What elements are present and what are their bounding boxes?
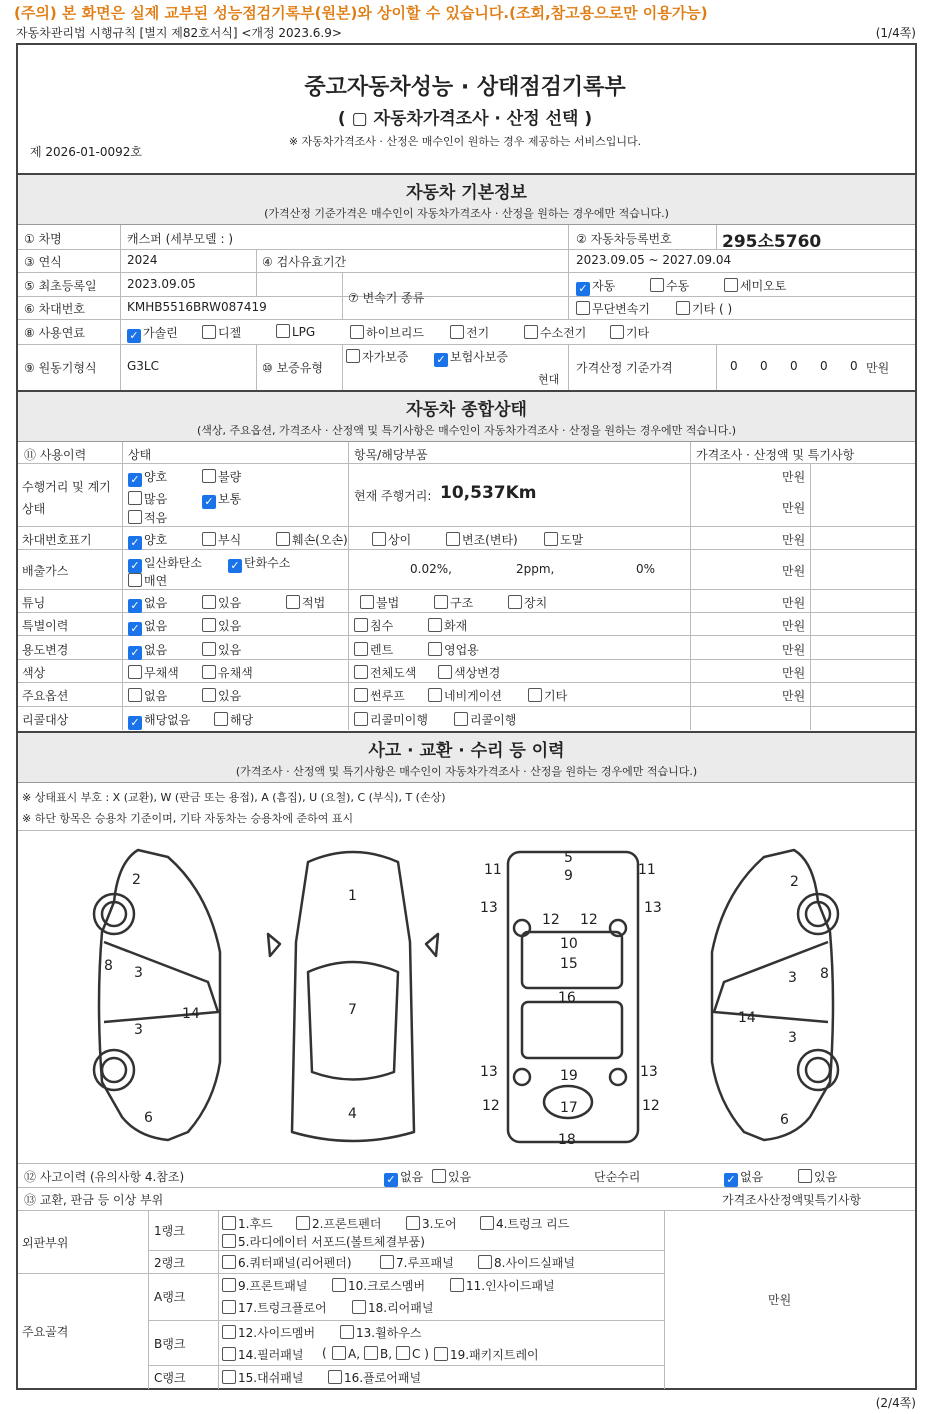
basic-info-header <box>18 173 915 225</box>
price-digit: 0 <box>850 359 858 373</box>
car-name-label: ① 차명 <box>24 232 62 246</box>
color-achromatic: 무채색 <box>128 664 179 681</box>
checkbox-icon[interactable] <box>328 1370 342 1384</box>
part-num: 10 <box>560 936 578 952</box>
warranty-label: ⑩ 보증유형 <box>262 361 323 375</box>
checkbox-icon[interactable] <box>202 665 216 679</box>
part-package-tray: 19.패키지트레이 <box>434 1346 539 1363</box>
won-label: 만원 <box>768 1293 792 1307</box>
part-num: 13 <box>480 900 498 916</box>
checkbox-icon[interactable] <box>128 510 142 524</box>
part-num: 11 <box>484 862 502 878</box>
recall-label: 리콜대상 <box>22 713 69 727</box>
special-fire: 화재 <box>428 617 467 634</box>
checkbox-icon[interactable] <box>454 712 468 726</box>
won-label: 만원 <box>782 533 806 547</box>
emission-smoke: 매연 <box>128 572 167 589</box>
checkbox-icon[interactable] <box>372 532 386 546</box>
checkbox-icon[interactable] <box>450 325 464 339</box>
rank1-label: 1랭크 <box>154 1224 185 1238</box>
pillar-a: A, <box>332 1346 360 1361</box>
check-icon[interactable]: ✓ <box>128 622 142 636</box>
inspect-period: 2023.09.05 ~ 2027.09.04 <box>576 253 732 267</box>
checkbox-icon[interactable] <box>432 1169 446 1183</box>
won-label: 만원 <box>782 470 806 484</box>
checkbox-icon[interactable] <box>214 712 228 726</box>
legend-note: ※ 하단 항목은 승용차 기준이며, 기타 자동차는 승용차에 준하여 표시 <box>22 812 354 825</box>
frame-wheel-rl <box>514 1069 530 1085</box>
price-digit: 0 <box>760 359 768 373</box>
check-icon[interactable]: ✓ <box>724 1173 738 1187</box>
special-label: 특별이력 <box>22 619 69 633</box>
check-icon[interactable]: ✓ <box>128 473 142 487</box>
left-mirror <box>268 934 280 956</box>
checkbox-icon[interactable] <box>676 301 690 315</box>
part-front-panel: 9.프론트패널 <box>222 1277 307 1294</box>
rank2-label: 2랭크 <box>154 1256 185 1270</box>
page-indicator: (1/4쪽) <box>875 26 916 40</box>
manufacturer: 현대 <box>538 373 560 386</box>
pillar-b: B, <box>364 1346 392 1361</box>
right-mirror <box>426 934 438 956</box>
price-digit: 0 <box>790 359 798 373</box>
vin: KMHB5516BRW087419 <box>127 300 267 314</box>
price-digit: 0 <box>730 359 738 373</box>
emission-co-val: 0.02%, <box>410 562 452 576</box>
checkbox-icon[interactable] <box>286 595 300 609</box>
part-trunk-floor: 17.트렁크플로어 <box>222 1299 327 1316</box>
options-yes: 있음 <box>202 687 241 704</box>
special-flood: 침수 <box>354 617 393 634</box>
mileage-good: ✓ 양호 <box>128 468 167 487</box>
repair-none: ✓ 없음 <box>724 1168 763 1187</box>
status-sub: (색상, 주요옵션, 가격조사 · 산정액 및 특기사항은 매수인이 자동차가격조사 · 산정을 원하는 경우에만 적습니다.) <box>196 424 737 437</box>
checkbox-icon[interactable] <box>202 595 216 609</box>
document-number: 제 2026-01-0092호 <box>30 145 143 159</box>
state-col: 상태 <box>128 448 152 462</box>
status-header <box>18 390 915 442</box>
fuel-ev: 전기 <box>450 324 489 341</box>
checkbox-icon[interactable] <box>222 1278 236 1292</box>
checkbox-icon[interactable] <box>544 532 558 546</box>
checkbox-icon[interactable] <box>428 688 442 702</box>
mileage-text: 현재 주행거리: <box>354 489 432 503</box>
part-side-sill: 8.사이드실패널 <box>478 1254 575 1271</box>
trans-manual: 수동 <box>650 277 689 294</box>
part-pillar: 14.필러패널 <box>222 1346 303 1363</box>
checkbox-icon[interactable] <box>350 325 364 339</box>
recall-na: ✓ 해당없음 <box>128 711 190 730</box>
checkbox-icon[interactable] <box>296 1216 310 1230</box>
engine: G3LC <box>127 359 159 373</box>
price-label: 가격산정 기준가격 <box>576 361 673 375</box>
fuel-diesel: 디젤 <box>202 324 241 341</box>
status-title: 자동차 종합상태 <box>406 400 527 420</box>
part-num: 1 <box>348 888 357 904</box>
check-icon[interactable]: ✓ <box>128 646 142 660</box>
vin-label: ⑥ 차대번호 <box>24 302 85 316</box>
tuning-legal: 적법 <box>286 594 325 611</box>
part-num: 5 <box>564 850 573 866</box>
subtitle: ( ▢ 자동차가격조사 · 산정 선택 ) <box>337 109 593 129</box>
mileage-many: 많음 <box>128 490 167 507</box>
first-reg: 2023.09.05 <box>127 277 196 291</box>
usage-yes: 있음 <box>202 641 241 658</box>
checkbox-icon[interactable] <box>222 1347 236 1361</box>
usage-none: ✓ 없음 <box>128 641 167 660</box>
vin-good: ✓ 양호 <box>128 531 167 550</box>
warranty-insurer: ✓ 보험사보증 <box>434 348 508 367</box>
part-num: 4 <box>348 1106 357 1122</box>
top-roof <box>308 962 398 1080</box>
checkbox-icon[interactable] <box>450 1278 464 1292</box>
fuel-lpg: LPG <box>276 324 315 339</box>
part-trunk-lid: 4.트렁크 리드 <box>480 1215 569 1232</box>
reg-no-label: ② 자동차등록번호 <box>576 232 672 246</box>
color-change: 색상변경 <box>438 664 500 681</box>
outer-label: 외판부위 <box>22 1236 69 1250</box>
simple-repair-label: 단순수리 <box>594 1170 641 1184</box>
part-quarter: 6.쿼터패널(리어펜더) <box>222 1254 352 1271</box>
emission-hc-val: 2ppm, <box>516 562 555 576</box>
checkbox-icon[interactable] <box>528 688 542 702</box>
part-num: 14 <box>182 1006 200 1022</box>
recall-yes: 해당 <box>214 711 253 728</box>
checkbox-icon[interactable] <box>276 324 290 338</box>
check-icon[interactable]: ✓ <box>127 329 141 343</box>
fuel-gasoline: ✓ 가솔린 <box>127 324 178 343</box>
options-other: 기타 <box>528 687 567 704</box>
accident-none: ✓ 없음 <box>384 1168 423 1187</box>
part-num: 12 <box>580 912 598 928</box>
checkbox-icon[interactable] <box>434 595 448 609</box>
checkbox-icon[interactable] <box>354 642 368 656</box>
checkbox-icon[interactable] <box>428 642 442 656</box>
emission-label: 배출가스 <box>22 564 69 578</box>
rankA-label: A랭크 <box>154 1290 186 1304</box>
part-side-member: 12.사이드멤버 <box>222 1324 315 1341</box>
part-num: 6 <box>780 1112 789 1128</box>
trans-cvt: 무단변속기 <box>576 300 650 317</box>
part-num: 3 <box>134 1022 143 1038</box>
reg-no: 295소5760 <box>722 232 822 252</box>
page-indicator-bottom: (2/4쪽) <box>875 1396 916 1410</box>
part-num: 6 <box>144 1110 153 1126</box>
item-col: 항목/해당부품 <box>354 448 428 462</box>
won-label: 만원 <box>782 501 806 515</box>
parts-label: ⑬ 교환, 판금 등 이상 부위 <box>24 1193 164 1207</box>
checkbox-icon[interactable] <box>222 1255 236 1269</box>
checkbox-icon[interactable] <box>438 665 452 679</box>
part-inside-panel: 11.인사이드패널 <box>450 1277 555 1294</box>
mileage-normal: ✓ 보통 <box>202 490 241 509</box>
checkbox-icon[interactable] <box>202 618 216 632</box>
checkbox-icon[interactable] <box>346 349 360 363</box>
rankB-label: B랭크 <box>154 1337 186 1351</box>
trans-semi: 세미오토 <box>724 277 786 294</box>
mileage-value: 10,537Km <box>440 483 537 503</box>
checkbox-icon[interactable] <box>396 1346 410 1360</box>
part-num: 13 <box>480 1064 498 1080</box>
vin-paint: 도말 <box>544 531 583 548</box>
checkbox-icon[interactable] <box>478 1255 492 1269</box>
fuel-other: 기타 <box>610 324 649 341</box>
right-door-lines <box>714 942 828 1022</box>
won-label: 만원 <box>782 596 806 610</box>
checkbox-icon[interactable] <box>650 278 664 292</box>
part-roof: 7.루프패널 <box>380 1254 454 1271</box>
fuel-label: ⑧ 사용연료 <box>24 326 85 340</box>
car-outlines <box>94 850 838 1142</box>
frame-wheel-fl <box>514 920 530 936</box>
usage-label: 용도변경 <box>22 643 69 657</box>
vin-rust: 부식 <box>202 531 241 548</box>
checkbox-icon[interactable] <box>354 712 368 726</box>
checkbox-icon[interactable] <box>128 491 142 505</box>
checkbox-icon[interactable] <box>202 469 216 483</box>
trans-auto: ✓ 자동 <box>576 277 615 296</box>
checkbox-icon[interactable] <box>508 595 522 609</box>
notice-banner: (주의) 본 화면은 실제 교부된 성능점검기록부(원본)와 상이할 수 있습니다.(조회,참고용으로만 이용가능) <box>14 4 708 22</box>
right-rear-hub <box>806 1058 830 1082</box>
left-door-lines <box>104 942 218 1022</box>
tuning-illegal: 불법 <box>360 594 399 611</box>
check-icon[interactable]: ✓ <box>128 716 142 730</box>
part-floor-panel: 16.플로어패널 <box>328 1369 421 1386</box>
emission-hc: ✓ 탄화수소 <box>228 554 290 573</box>
accident-sub: (가격조사 · 산정액 및 특기사항은 매수인이 자동차가격조사 · 산정을 원하는 경우에만 적습니다.) <box>235 765 698 778</box>
basic-info-title: 자동차 기본정보 <box>406 183 527 203</box>
tuning-device: 장치 <box>508 594 547 611</box>
checkbox-icon[interactable] <box>222 1325 236 1339</box>
part-num: 2 <box>790 874 799 890</box>
checkbox-icon[interactable] <box>724 278 738 292</box>
part-num: 13 <box>644 900 662 916</box>
part-num: 14 <box>738 1010 756 1026</box>
frame-floor-rear <box>522 1002 622 1058</box>
trans-other: 기타 ( ) <box>676 300 732 317</box>
part-num: 2 <box>132 872 141 888</box>
checkbox-icon[interactable] <box>202 688 216 702</box>
part-num: 12 <box>482 1098 500 1114</box>
checkbox-icon[interactable] <box>798 1169 812 1183</box>
mileage-few: 적음 <box>128 509 167 526</box>
rankC-label: C랭크 <box>154 1371 186 1385</box>
frame-wheel-rr <box>610 1069 626 1085</box>
checkbox-icon[interactable] <box>380 1255 394 1269</box>
won-label: 만원 <box>782 643 806 657</box>
checkbox-icon[interactable] <box>354 665 368 679</box>
accident-history-label: ⑫ 사고이력 (유의사항 4.참조) <box>24 1170 185 1184</box>
part-num: 3 <box>134 965 143 981</box>
won-label: 만원 <box>782 619 806 633</box>
checkbox-icon[interactable] <box>434 1347 448 1361</box>
fuel-hydrogen: 수소전기 <box>524 324 586 341</box>
options-label: 주요옵션 <box>22 689 69 703</box>
price-special-label: 가격조사산정액및특기사항 <box>722 1193 862 1207</box>
part-num: 12 <box>542 912 560 928</box>
accident-header <box>18 731 915 783</box>
left-front-hub <box>102 902 126 926</box>
vin-forged: 변조(변타) <box>446 531 518 548</box>
check-icon[interactable]: ✓ <box>384 1173 398 1187</box>
part-num: 13 <box>640 1064 658 1080</box>
price-digit: 0 <box>820 359 828 373</box>
special-none: ✓ 없음 <box>128 617 167 636</box>
mileage-bad: 불량 <box>202 468 241 485</box>
check-icon[interactable]: ✓ <box>228 559 242 573</box>
check-icon[interactable]: ✓ <box>434 353 448 367</box>
mileage-label: 수행거리 및 계기 상태 <box>22 480 111 516</box>
pillar-c: C ) <box>396 1346 429 1361</box>
part-dash-panel: 15.대쉬패널 <box>222 1369 303 1386</box>
checkbox-icon[interactable] <box>480 1216 494 1230</box>
part-num: 7 <box>348 1002 357 1018</box>
checkbox-icon[interactable] <box>360 595 374 609</box>
checkbox-icon[interactable] <box>332 1346 346 1360</box>
checkbox-icon[interactable] <box>202 642 216 656</box>
history-col: ⑪ 사용이력 <box>24 448 87 462</box>
options-none: 없음 <box>128 687 167 704</box>
part-num: 18 <box>558 1132 576 1148</box>
part-num: 19 <box>560 1068 578 1084</box>
emission-co: ✓ 일산화탄소 <box>128 554 202 573</box>
tuning-struct: 구조 <box>434 594 473 611</box>
part-num: 8 <box>820 966 829 982</box>
check-icon[interactable]: ✓ <box>128 536 142 550</box>
part-num: 11 <box>638 862 656 878</box>
checkbox-icon[interactable] <box>128 665 142 679</box>
repair-yes: 있음 <box>798 1168 837 1185</box>
legend: ※ 상태표시 부호 : X (교환), W (판금 또는 용접), A (흠집), U (요철), C (부식), T (손상) <box>22 791 446 804</box>
accident-title: 사고 · 교환 · 수리 등 이력 <box>368 741 565 761</box>
check-icon[interactable]: ✓ <box>128 559 142 573</box>
vin-damage: 훼손(오손) <box>276 531 348 548</box>
checkbox-icon[interactable] <box>364 1346 378 1360</box>
vin-diff: 상이 <box>372 531 411 548</box>
right-front-hub <box>806 902 830 926</box>
part-num: 12 <box>642 1098 660 1114</box>
trans-label: ⑦ 변속기 종류 <box>348 291 425 305</box>
page-title: 중고자동차성능 · 상태점검기록부 <box>304 75 626 100</box>
color-full-paint: 전체도색 <box>354 664 416 681</box>
inspect-label: ④ 검사유효기간 <box>262 255 347 269</box>
checkbox-icon[interactable] <box>610 325 624 339</box>
frame-label: 주요골격 <box>22 1325 69 1339</box>
checkbox-icon[interactable] <box>222 1300 236 1314</box>
fuel-hybrid: 하이브리드 <box>350 324 424 341</box>
part-num: 15 <box>560 956 578 972</box>
part-num: 16 <box>558 990 576 1006</box>
emission-smoke-val: 0% <box>636 562 656 576</box>
price-col: 가격조사 · 산정액 및 특기사항 <box>696 448 855 462</box>
part-cross-member: 10.크로스멤버 <box>332 1277 425 1294</box>
check-icon[interactable]: ✓ <box>576 282 590 296</box>
part-num: 3 <box>788 970 797 986</box>
checkbox-icon[interactable] <box>222 1370 236 1384</box>
won-label: 만원 <box>782 666 806 680</box>
checkbox-icon[interactable] <box>446 532 460 546</box>
year: 2024 <box>127 253 158 267</box>
special-yes: 있음 <box>202 617 241 634</box>
part-wheel-house: 13.휠하우스 <box>340 1324 421 1341</box>
part-rear-panel: 18.리어패널 <box>352 1299 433 1316</box>
recall-done: 리콜이행 <box>454 711 516 728</box>
part-radiator: 5.라디에이터 서포드(볼트체결부품) <box>222 1233 425 1250</box>
accident-yes: 있음 <box>432 1168 471 1185</box>
car-diagram <box>18 832 915 1162</box>
law-reference: 자동차관리법 시행규칙 [별지 제82호서식] <개정 2023.6.9> <box>16 26 342 40</box>
checkbox-icon[interactable] <box>222 1216 236 1230</box>
vin-mark-label: 차대번호표기 <box>22 533 92 547</box>
won-label: 만원 <box>782 689 806 703</box>
tuning-label: 튜닝 <box>22 596 46 610</box>
tuning-yes: 있음 <box>202 594 241 611</box>
service-note: ※ 자동차가격조사 · 산정은 매수인이 원하는 경우 제공하는 서비스입니다. <box>288 135 642 148</box>
first-reg-label: ⑤ 최초등록일 <box>24 279 97 293</box>
checkbox-icon[interactable] <box>352 1300 366 1314</box>
tuning-none: ✓ 없음 <box>128 594 167 613</box>
part-num: 9 <box>564 868 573 884</box>
check-icon[interactable]: ✓ <box>202 495 216 509</box>
options-sunroof: 썬루프 <box>354 687 405 704</box>
basic-info-sub: (가격산정 기준가격은 매수인이 자동차가격조사 · 산정을 원하는 경우에만 적습니다.) <box>264 207 669 220</box>
price-unit: 만원 <box>866 361 890 375</box>
won-label: 만원 <box>782 564 806 578</box>
pillar-open-paren: ( <box>322 1346 327 1360</box>
checkbox-icon[interactable] <box>332 1278 346 1292</box>
checkbox-icon[interactable] <box>354 618 368 632</box>
engine-label: ⑨ 원동기형식 <box>24 361 97 375</box>
checkbox-icon[interactable] <box>128 573 142 587</box>
checkbox-icon[interactable] <box>576 301 590 315</box>
checkbox-icon[interactable] <box>524 325 538 339</box>
warranty-self: 자가보증 <box>346 348 408 365</box>
left-rear-hub <box>102 1058 126 1082</box>
color-label: 색상 <box>22 666 46 680</box>
checkbox-icon[interactable] <box>202 532 216 546</box>
part-door: 3.도어 <box>406 1215 457 1232</box>
color-chromatic: 유채색 <box>202 664 253 681</box>
checkbox-icon[interactable] <box>222 1234 236 1248</box>
checkbox-icon[interactable] <box>406 1216 420 1230</box>
part-num: 3 <box>788 1030 797 1046</box>
checkbox-icon[interactable] <box>354 688 368 702</box>
checkbox-icon[interactable] <box>202 325 216 339</box>
usage-rent: 렌트 <box>354 641 393 658</box>
part-hood: 1.후드 <box>222 1215 273 1232</box>
part-num: 8 <box>104 958 113 974</box>
checkbox-icon[interactable] <box>428 618 442 632</box>
recall-not-done: 리콜미이행 <box>354 711 428 728</box>
options-nav: 네비게이션 <box>428 687 502 704</box>
year-label: ③ 연식 <box>24 255 62 269</box>
check-icon[interactable]: ✓ <box>128 599 142 613</box>
part-fender: 2.프론트펜더 <box>296 1215 381 1232</box>
checkbox-icon[interactable] <box>340 1325 354 1339</box>
checkbox-icon[interactable] <box>276 532 290 546</box>
car-name: 캐스퍼 (세부모델 : ) <box>127 232 233 246</box>
part-num: 17 <box>560 1100 578 1116</box>
checkbox-icon[interactable] <box>128 688 142 702</box>
usage-biz: 영업용 <box>428 641 479 658</box>
